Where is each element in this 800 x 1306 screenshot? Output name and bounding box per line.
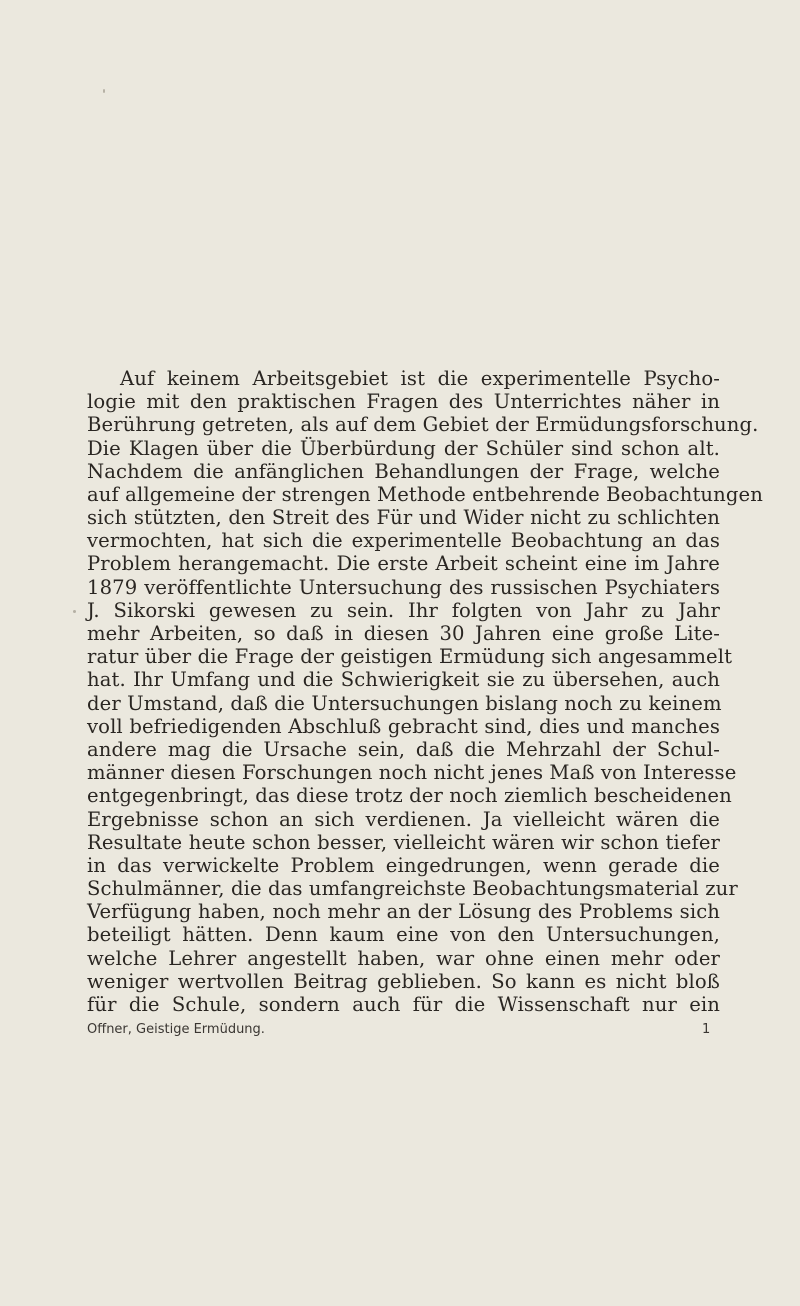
text-line: vermochten, hat sich die experimentelle Beobachtung an das xyxy=(87,529,720,552)
text-line: Die Klagen über die Überbürdung der Schüler sind schon alt. xyxy=(87,437,720,460)
text-line: auf allgemeine der strengen Methode entbehrende Beobachtungen xyxy=(87,483,763,506)
text-line: Problem herangemacht. Die erste Arbeit scheint eine im Jahre xyxy=(87,552,720,575)
text-line: mehr Arbeiten, so daß in diesen 30 Jahren eine große Lite- xyxy=(87,622,720,645)
text-line: für die Schule, sondern auch für die Wissenschaft nur ein xyxy=(87,993,720,1016)
text-line: Nachdem die anfänglichen Behandlungen der Frage, welche xyxy=(87,460,720,483)
text-line: Auf keinem Arbeitsgebiet ist die experimentelle Psycho- xyxy=(120,367,720,390)
text-line: Berührung getreten, als auf dem Gebiet der Ermüdungsforschung. xyxy=(87,413,759,436)
text-line: ratur über die Frage der geistigen Ermüdung sich angesammelt xyxy=(87,645,733,668)
text-line: andere mag die Ursache sein, daß die Mehrzahl der Schul- xyxy=(87,738,720,761)
text-line: welche Lehrer angestellt haben, war ohne einen mehr oder xyxy=(87,947,720,970)
text-line: 1879 veröffentlichte Untersuchung des russischen Psychiaters xyxy=(87,576,720,599)
text-line: entgegenbringt, das diese trotz der noch ziemlich bescheidenen xyxy=(87,784,732,807)
paper-speck xyxy=(103,89,105,93)
text-line: Verfügung haben, noch mehr an der Lösung des Problems sich xyxy=(87,900,720,923)
text-line: Schulmänner, die das umfangreichste Beobachtungsmaterial zur xyxy=(87,877,738,900)
text-line: logie mit den praktischen Fragen des Unterrichtes näher in xyxy=(87,390,720,413)
text-line: sich stützten, den Streit des Für und Wider nicht zu schlichten xyxy=(87,506,720,529)
text-line: weniger wertvollen Beitrag geblieben. So kann es nicht bloß xyxy=(87,970,720,993)
text-line: J. Sikorski gewesen zu sein. Ihr folgten von Jahr zu Jahr xyxy=(87,599,720,622)
text-line: hat. Ihr Umfang und die Schwierigkeit sie zu übersehen, auch xyxy=(87,668,720,691)
text-line: beteiligt hätten. Denn kaum eine von den Untersuchungen, xyxy=(87,923,720,946)
text-line: männer diesen Forschungen noch nicht jenes Maß von Interesse xyxy=(87,761,737,784)
text-line: Ergebnisse schon an sich verdienen. Ja vielleicht wären die xyxy=(87,808,720,831)
text-line: der Umstand, daß die Untersuchungen bislang noch zu keinem xyxy=(87,692,722,715)
text-line: in das verwickelte Problem eingedrungen, wenn gerade die xyxy=(87,854,720,877)
sheet-number: 1 xyxy=(702,1022,711,1037)
signature-line: Offner, Geistige Ermüdung. xyxy=(87,1022,265,1037)
paper-speck xyxy=(73,610,76,613)
text-line: Resultate heute schon besser, vielleicht wären wir schon tiefer xyxy=(87,831,720,854)
text-line: voll befriedigenden Abschluß gebracht sind, dies und manches xyxy=(87,715,720,738)
